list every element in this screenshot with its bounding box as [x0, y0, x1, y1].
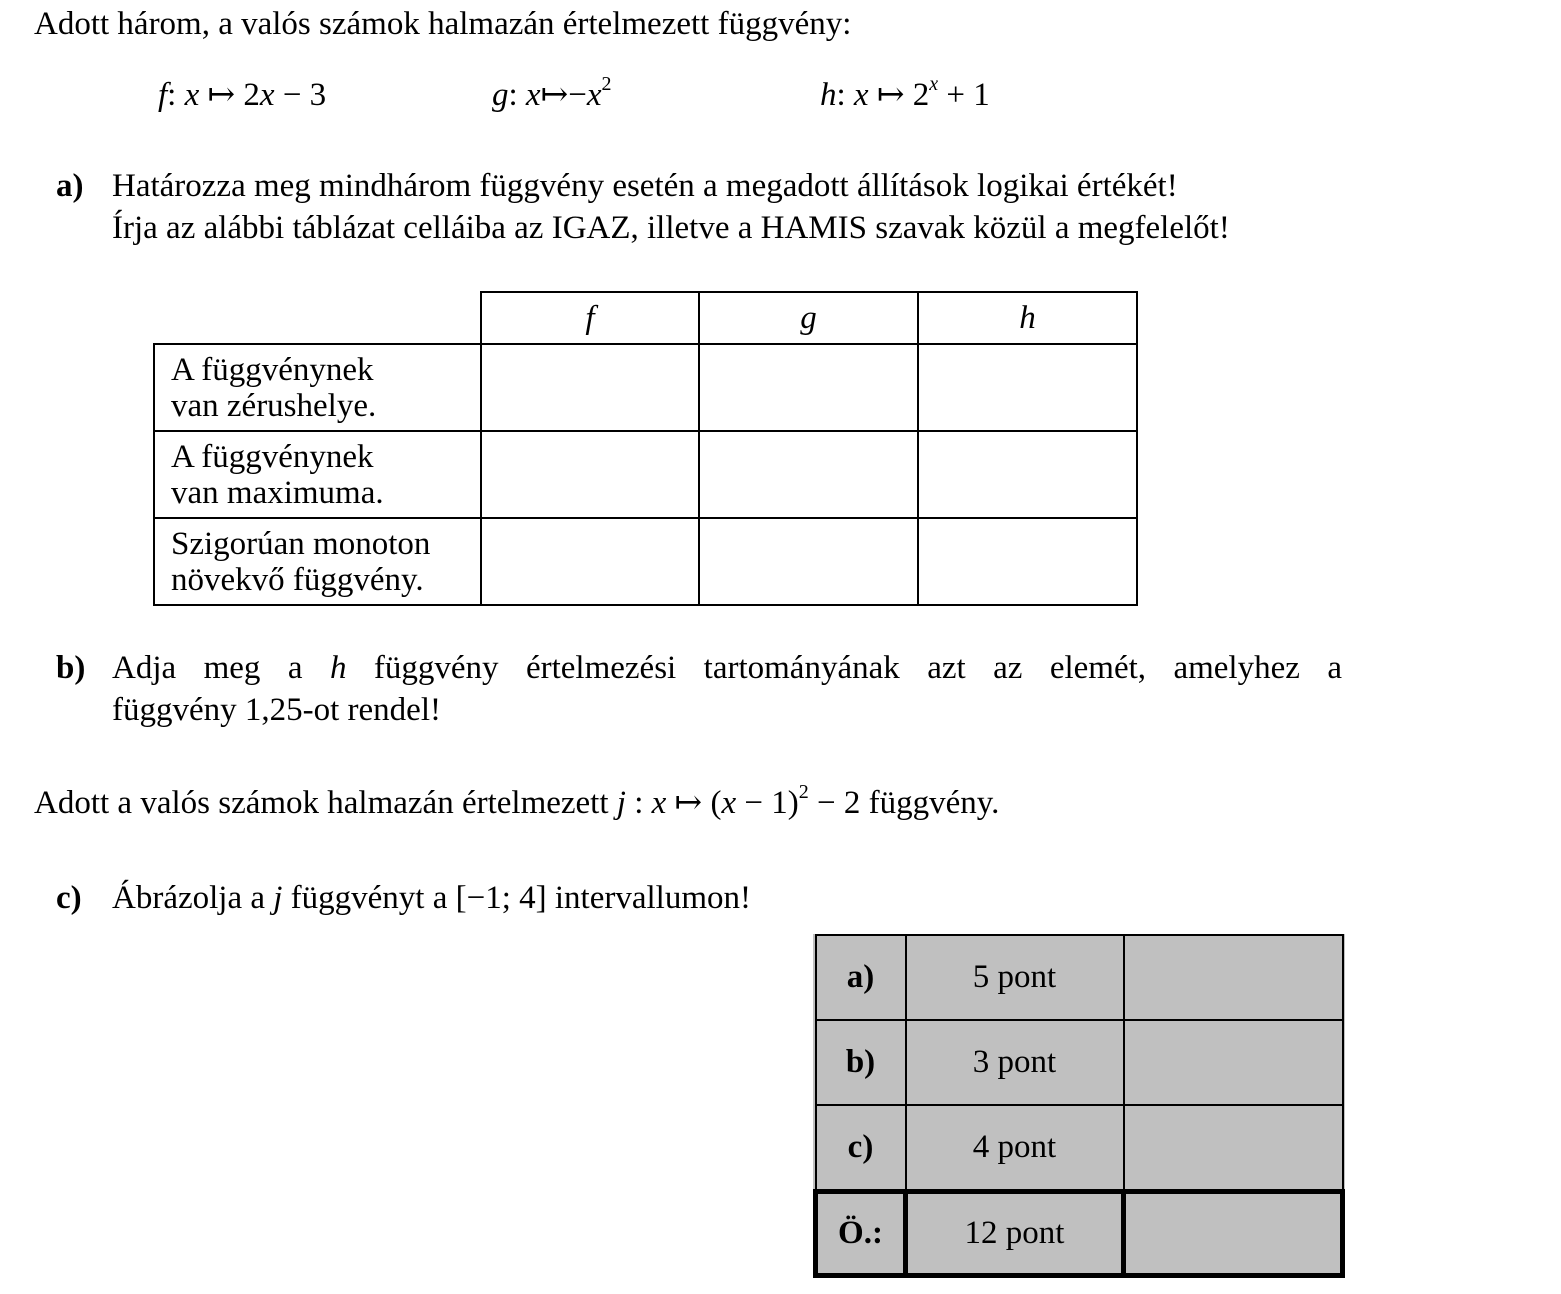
score-label-c: c)	[816, 1105, 906, 1192]
row-label-zero: A függvénynek van zérushelye.	[154, 344, 481, 431]
answer-cell-h-max[interactable]	[918, 431, 1137, 518]
score-earned-a[interactable]	[1124, 935, 1343, 1020]
header-h: h	[918, 292, 1137, 344]
intro-text: Adott három, a valós számok halmazán értelmezett függvény:	[34, 6, 852, 42]
answer-cell-h-monotone[interactable]	[918, 518, 1137, 605]
part-c-text: Ábrázolja a j függvényt a [−1; 4] intervallumon!	[112, 880, 751, 916]
answer-cell-f-zero[interactable]	[481, 344, 699, 431]
score-points-a: 5 pont	[906, 935, 1124, 1020]
answer-cell-g-monotone[interactable]	[699, 518, 918, 605]
score-earned-c[interactable]	[1124, 1105, 1343, 1192]
score-total-earned[interactable]	[1124, 1192, 1343, 1276]
part-c-label: c)	[56, 880, 82, 916]
score-points-b: 3 pont	[906, 1020, 1124, 1105]
function-h-def: h: x ↦ $2^x + 1$	[820, 73, 990, 113]
table-row	[816, 1020, 1343, 1105]
answer-cell-f-max[interactable]	[481, 431, 699, 518]
truth-table-header	[154, 292, 1137, 344]
table-row	[154, 431, 1137, 518]
score-total-points: 12 pont	[906, 1192, 1124, 1276]
table-corner	[154, 292, 481, 344]
part-a-line1: Határozza meg mindhárom függvény esetén a megadott állítások logikai értékét!	[112, 168, 1178, 204]
score-earned-b[interactable]	[1124, 1020, 1343, 1105]
part-b-line2: függvény 1,25-ot rendel!	[112, 692, 441, 728]
answer-cell-f-monotone[interactable]	[481, 518, 699, 605]
function-f-def: f: x ↦ 2x − 3	[158, 77, 327, 113]
function-g-def: g: $x↦-x^2$	[492, 73, 612, 113]
truth-table	[153, 291, 1138, 606]
answer-cell-h-zero[interactable]	[918, 344, 1137, 431]
part-a-label: a)	[56, 168, 84, 204]
header-g: g	[699, 292, 918, 344]
score-total-row	[816, 1192, 1343, 1276]
score-total-label: Ö.:	[816, 1192, 906, 1276]
row-label-monotone: Szigorúan monoton növekvő függvény.	[154, 518, 481, 605]
j-definition: Adott a valós számok halmazán értelmezett j : x ↦ $(x - 1)^2 - 2$ függvény.	[34, 781, 1000, 821]
part-b-line1: Adja meg a h függvény értelmezési tartományának azt az elemét, amelyhez a	[112, 650, 1342, 686]
score-table	[813, 934, 1345, 1278]
table-row	[816, 1105, 1343, 1192]
score-points-c: 4 pont	[906, 1105, 1124, 1192]
part-b-label: b)	[56, 650, 86, 686]
table-row	[154, 518, 1137, 605]
answer-cell-g-zero[interactable]	[699, 344, 918, 431]
table-row	[154, 344, 1137, 431]
table-row	[816, 935, 1343, 1020]
row-label-max: A függvénynek van maximuma.	[154, 431, 481, 518]
part-a-line2: Írja az alábbi táblázat celláiba az IGAZ, illetve a HAMIS szavak közül a megfelelőt!	[112, 210, 1230, 246]
score-label-b: b)	[816, 1020, 906, 1105]
answer-cell-g-max[interactable]	[699, 431, 918, 518]
header-f: f	[481, 292, 699, 344]
score-label-a: a)	[816, 935, 906, 1020]
